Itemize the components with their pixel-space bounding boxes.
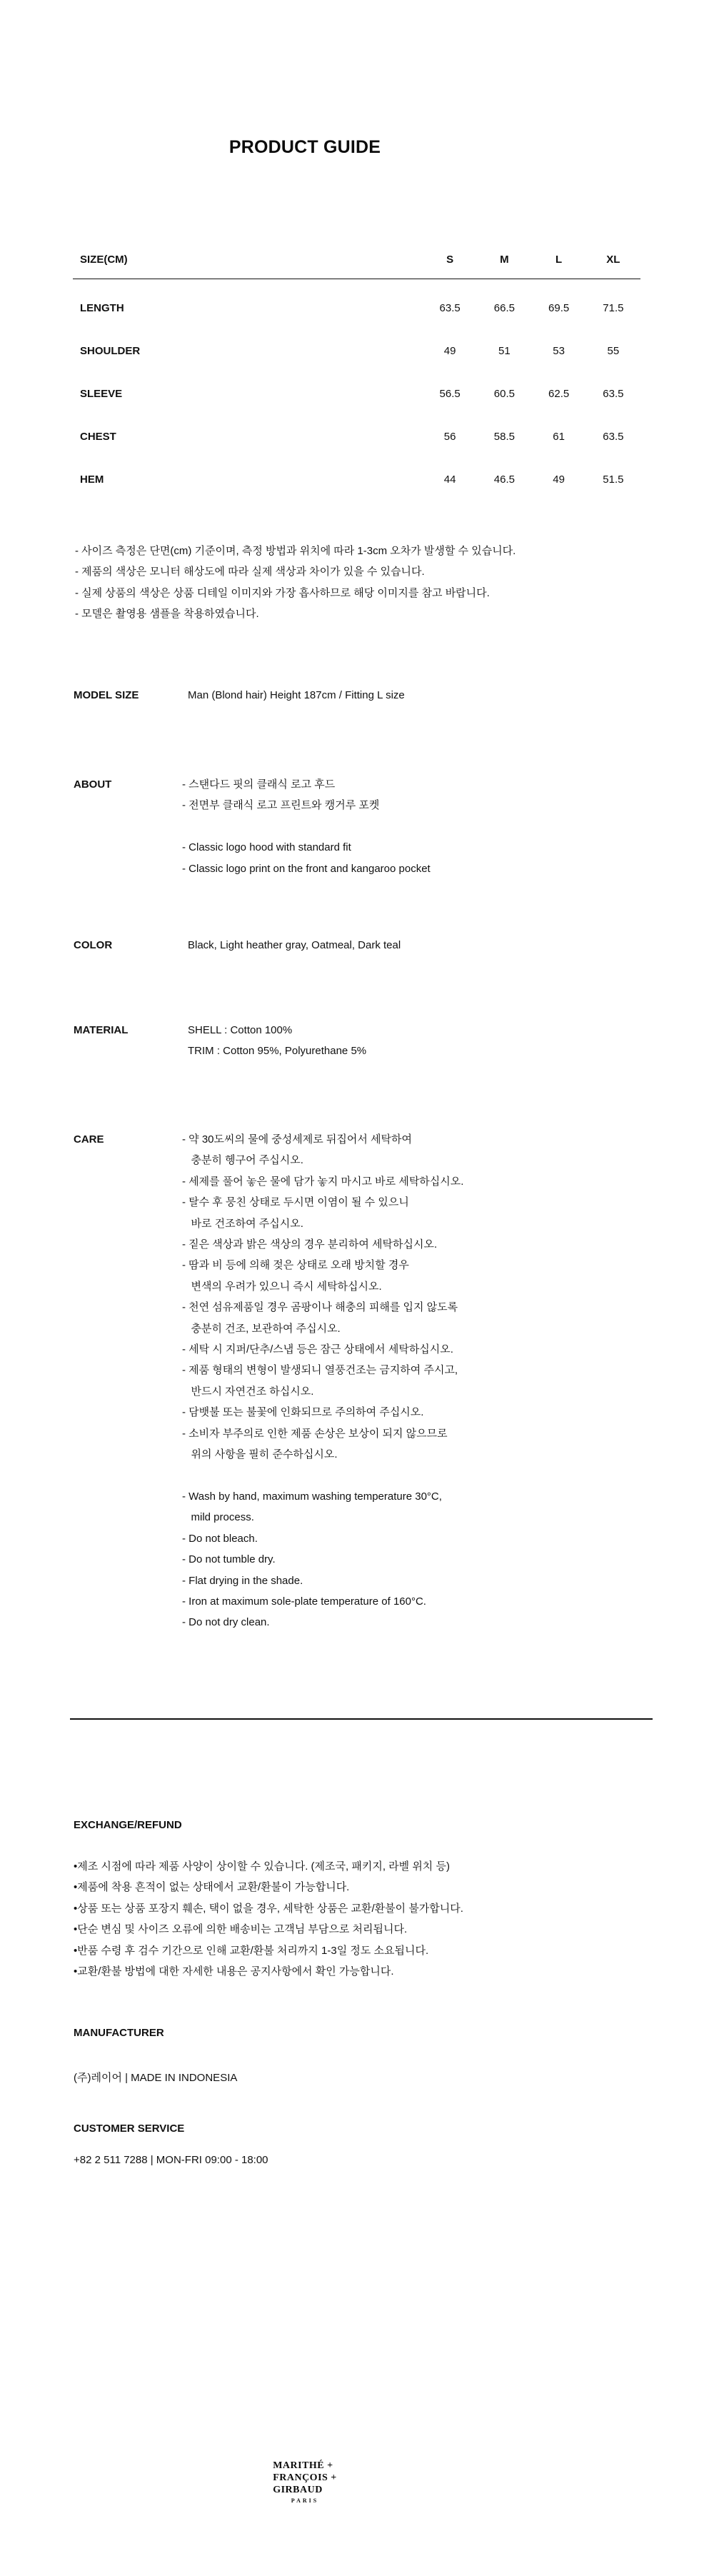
- measurement-value: 56: [443, 431, 456, 443]
- material-label: MATERIAL: [74, 1024, 129, 1036]
- size-row-shoulder: [73, 322, 640, 365]
- size-row-sleeve: [73, 365, 640, 408]
- text-line: - Classic logo hood with standard fit: [182, 841, 351, 854]
- measurement-value: 60.5: [493, 388, 515, 400]
- measurement-value: 61: [553, 431, 565, 443]
- text-line: - 땀과 비 등에 의해 젖은 상태로 오래 방치할 경우: [182, 1259, 409, 1272]
- text-line: •교환/환불 방법에 대한 자세한 내용은 공지사항에서 확인 가능합니다.: [74, 1965, 394, 1978]
- measurement-value: 56.5: [439, 388, 461, 400]
- customer-service-value: +82 2 511 7288 | MON-FRI 09:00 - 18:00: [74, 2154, 268, 2166]
- text-line: - Classic logo print on the front and kangaroo pocket: [182, 862, 431, 875]
- text-line: - 스탠다드 핏의 클래식 로고 후드: [182, 778, 336, 791]
- text-line: 충분히 헹구어 주십시오.: [182, 1154, 303, 1167]
- care-lines: [182, 1129, 463, 1633]
- size-table-header-row: [73, 246, 640, 279]
- measurement-value: 69.5: [548, 302, 570, 314]
- exchange-refund-list: [74, 1856, 463, 1982]
- measurement-value: 63.5: [603, 388, 624, 400]
- text-line: 반드시 자연건조 하십시오.: [182, 1385, 314, 1398]
- model-size-value: Man (Blond hair) Height 187cm / Fitting L size: [188, 689, 405, 701]
- about-label: ABOUT: [74, 778, 112, 791]
- measurement-value: 66.5: [493, 302, 515, 314]
- measurement-value: 62.5: [548, 388, 570, 400]
- measurement-value: 53: [553, 345, 565, 357]
- text-line: - 제품의 색상은 모니터 해상도에 따라 실제 색상과 차이가 있을 수 있습니다.: [75, 566, 425, 578]
- text-line: - Do not dry clean.: [182, 1616, 270, 1629]
- text-line: - 실제 상품의 색상은 상품 디테일 이미지와 가장 흡사하므로 해당 이미지를 참고 바랍니다.: [75, 586, 490, 599]
- text-line: - 전면부 클래식 로고 프린트와 캥거루 포켓: [182, 799, 380, 812]
- brand-logo-wordmark: [273, 2460, 337, 2496]
- text-line: FRANÇOIS +: [273, 2472, 337, 2483]
- measurement-value: 49: [443, 345, 456, 357]
- color-value: Black, Light heather gray, Oatmeal, Dark teal: [188, 939, 401, 951]
- measurement-value: 44: [443, 473, 456, 486]
- text-line: - Iron at maximum sole-plate temperature of 160°C.: [182, 1595, 426, 1608]
- text-line: - 제품 형태의 변형이 발생되니 열풍건조는 금지하여 주시고,: [182, 1364, 458, 1377]
- section-divider: [70, 1718, 653, 1720]
- text-line: - Do not bleach.: [182, 1532, 258, 1545]
- size-notes-list: [75, 541, 516, 625]
- size-column-xl: XL: [586, 246, 640, 279]
- text-line: •상품 또는 상품 포장지 훼손, 택이 없을 경우, 세탁한 상품은 교환/환불이 불가합니다.: [74, 1902, 463, 1915]
- brand-logo-city: PARIS: [291, 2497, 319, 2504]
- measurement-label: SLEEVE: [80, 388, 123, 400]
- measurement-value: 71.5: [603, 302, 624, 314]
- text-line: SHELL : Cotton 100%: [188, 1024, 293, 1036]
- text-line: - 탈수 후 뭉친 상태로 두시면 이염이 될 수 있으니: [182, 1196, 409, 1209]
- text-line: - 모델은 촬영용 샘플을 착용하였습니다.: [75, 608, 259, 621]
- text-line: - Wash by hand, maximum washing temperature 30°C,: [182, 1490, 442, 1503]
- text-line: - 담뱃불 또는 불꽃에 인화되므로 주의하여 주십시오.: [182, 1406, 424, 1419]
- size-column-s: S: [423, 246, 477, 279]
- text-line: TRIM : Cotton 95%, Polyurethane 5%: [188, 1045, 367, 1058]
- text-line: 충분히 건조, 보관하여 주십시오.: [182, 1322, 341, 1335]
- size-column-m: M: [477, 246, 531, 279]
- measurement-value: 51: [498, 345, 511, 357]
- text-line: MARITHÉ +: [273, 2460, 333, 2471]
- color-label: COLOR: [74, 939, 113, 951]
- about-lines: [182, 774, 431, 879]
- measurement-value: 63.5: [439, 302, 461, 314]
- measurement-value: 55: [607, 345, 620, 357]
- text-line: - Flat drying in the shade.: [182, 1574, 303, 1587]
- size-table: [73, 246, 640, 493]
- size-row-length: [73, 279, 640, 323]
- size-column-l: L: [532, 246, 586, 279]
- text-line: [182, 816, 431, 837]
- manufacturer-heading: MANUFACTURER: [74, 2027, 164, 2039]
- text-line: - 짙은 색상과 밝은 색상의 경우 분리하여 세탁하십시오.: [182, 1238, 438, 1251]
- measurement-label: CHEST: [80, 431, 116, 443]
- text-line: - 세탁 시 지퍼/단추/스냅 등은 잠근 상태에서 세탁하십시오.: [182, 1343, 453, 1356]
- text-line: •반품 수령 후 검수 기간으로 인해 교환/환불 처리까지 1-3일 정도 소요됩니다.: [74, 1944, 429, 1957]
- text-line: - 소비자 부주의로 인한 제품 손상은 보상이 되지 않으므로: [182, 1427, 448, 1440]
- measurement-value: 58.5: [493, 431, 515, 443]
- text-line: mild process.: [182, 1511, 254, 1524]
- text-line: - Do not tumble dry.: [182, 1553, 276, 1566]
- page-title: PRODUCT GUIDE: [228, 137, 381, 157]
- care-label: CARE: [74, 1133, 104, 1146]
- text-line: 변색의 우려가 있으니 즉시 세탁하십시오.: [182, 1280, 382, 1293]
- text-line: 바로 건조하여 주십시오.: [182, 1217, 303, 1230]
- text-line: - 세제를 풀어 놓은 물에 담가 놓지 마시고 바로 세탁하십시오.: [182, 1175, 464, 1188]
- text-line: - 천연 섬유제품일 경우 곰팡이나 해충의 피해를 입지 않도록: [182, 1301, 458, 1314]
- manufacturer-value: (주)레이어 | MADE IN INDONESIA: [74, 2072, 238, 2084]
- measurement-label: HEM: [80, 473, 104, 486]
- text-line: [182, 1465, 463, 1486]
- text-line: - 사이즈 측정은 단면(cm) 기준이며, 측정 방법과 위치에 따라 1-3cm 오차가 발생할 수 있습니다.: [75, 545, 516, 557]
- brand-logo: [0, 2460, 610, 2505]
- size-table-unit-label: SIZE(CM): [73, 246, 423, 279]
- size-row-hem: [73, 451, 640, 493]
- exchange-refund-heading: EXCHANGE/REFUND: [74, 1819, 182, 1831]
- material-lines: [188, 1020, 366, 1062]
- text-line: GIRBAUD: [273, 2485, 323, 2495]
- measurement-label: LENGTH: [80, 302, 124, 314]
- measurement-value: 51.5: [603, 473, 624, 486]
- text-line: - 약 30도씨의 물에 중성세제로 뒤집어서 세탁하여: [182, 1133, 412, 1146]
- text-line: 위의 사항을 필히 준수하십시오.: [182, 1448, 338, 1461]
- model-size-label: MODEL SIZE: [74, 689, 139, 701]
- text-line: •단순 변심 및 사이즈 오류에 의한 배송비는 고객님 부담으로 처리됩니다.: [74, 1923, 408, 1936]
- measurement-value: 63.5: [603, 431, 624, 443]
- measurement-label: SHOULDER: [80, 345, 141, 357]
- text-line: •제조 시점에 따라 제품 사양이 상이할 수 있습니다. (제조국, 패키지, 라벨 위치 등): [74, 1860, 450, 1873]
- measurement-value: 49: [553, 473, 565, 486]
- size-row-chest: [73, 408, 640, 451]
- customer-service-heading: CUSTOMER SERVICE: [74, 2123, 185, 2135]
- text-line: •제품에 착용 흔적이 없는 상태에서 교환/환불이 가능합니다.: [74, 1881, 350, 1894]
- measurement-value: 46.5: [493, 473, 515, 486]
